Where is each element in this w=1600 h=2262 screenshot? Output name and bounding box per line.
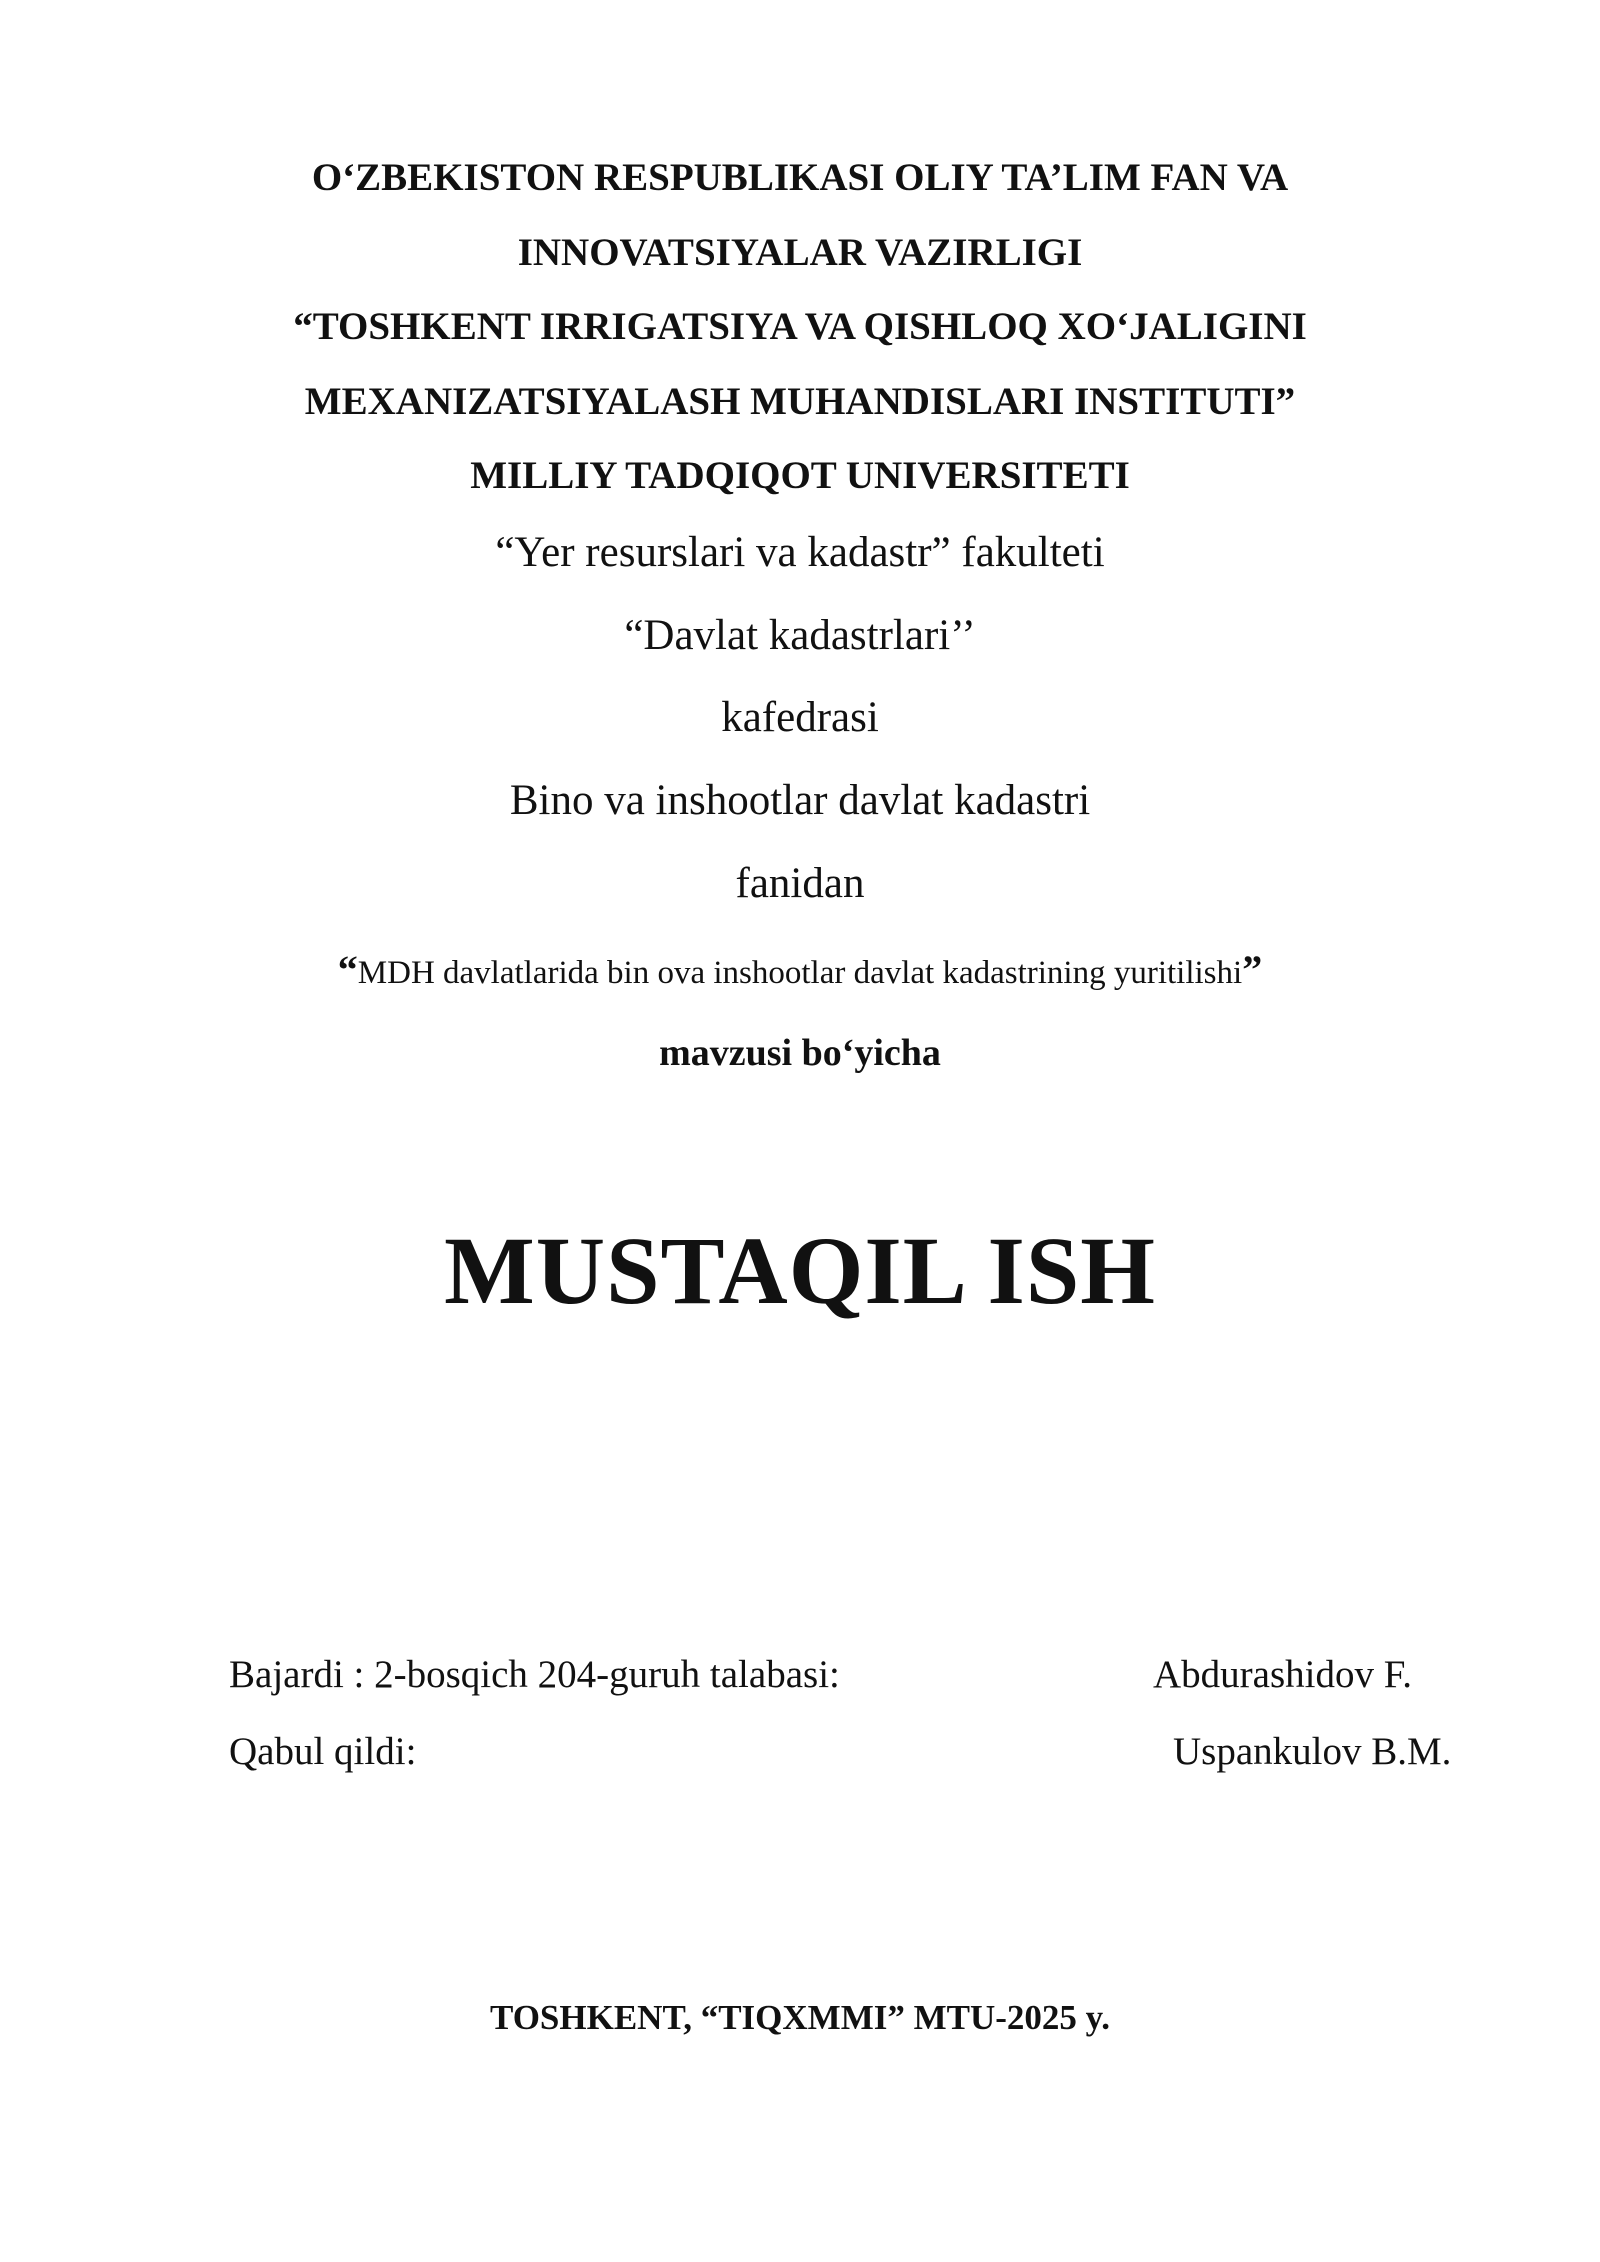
topic-close-quote: ” [1242, 947, 1263, 992]
university-name: MILLIY TADQIQOT UNIVERSITETI [470, 454, 1130, 497]
department-name: “Davlat kadastrlari’’ [624, 612, 976, 659]
subject-name: Bino va inshootlar davlat kadastri [509, 777, 1091, 824]
faculty-name: “Yer resurslari va kadastr” fakulteti [495, 529, 1105, 576]
footer-city-year: TOSHKENT, “TIQXMMI” MTU-2025 y. [489, 1998, 1110, 2037]
topic-text: MDH davlatlarida bin ova inshootlar davlat kadastrining yuritilishi [357, 955, 1243, 991]
institute-line-2: MEXANIZATSIYALASH MUHANDISLARI INSTITUTI” [304, 380, 1296, 423]
ministry-line-1: O‘ZBEKISTON RESPUBLIKASI OLIY TA’LIM FAN VA [311, 156, 1289, 199]
subject-suffix: fanidan [735, 860, 865, 907]
document-title: MUSTAQIL ISH [444, 1217, 1156, 1324]
topic-label: mavzusi bo‘yicha [659, 1032, 941, 1074]
topic-line [0, 948, 1600, 995]
accepted-by-label: Qabul qildi: [229, 1730, 417, 1773]
department-word: kafedrasi [721, 694, 879, 741]
topic-open-quote: “ [337, 947, 358, 992]
accepted-by-name: Uspankulov B.M. [1173, 1730, 1452, 1773]
performed-by-name: Abdurashidov F. [1153, 1653, 1413, 1696]
ministry-line-2: INNOVATSIYALAR VAZIRLIGI [517, 231, 1083, 274]
performed-by-label: Bajardi : 2-bosqich 204-guruh talabasi: [229, 1653, 840, 1696]
institute-line-1: “TOSHKENT IRRIGATSIYA VA QISHLOQ XO‘JALIGINI [293, 305, 1307, 348]
